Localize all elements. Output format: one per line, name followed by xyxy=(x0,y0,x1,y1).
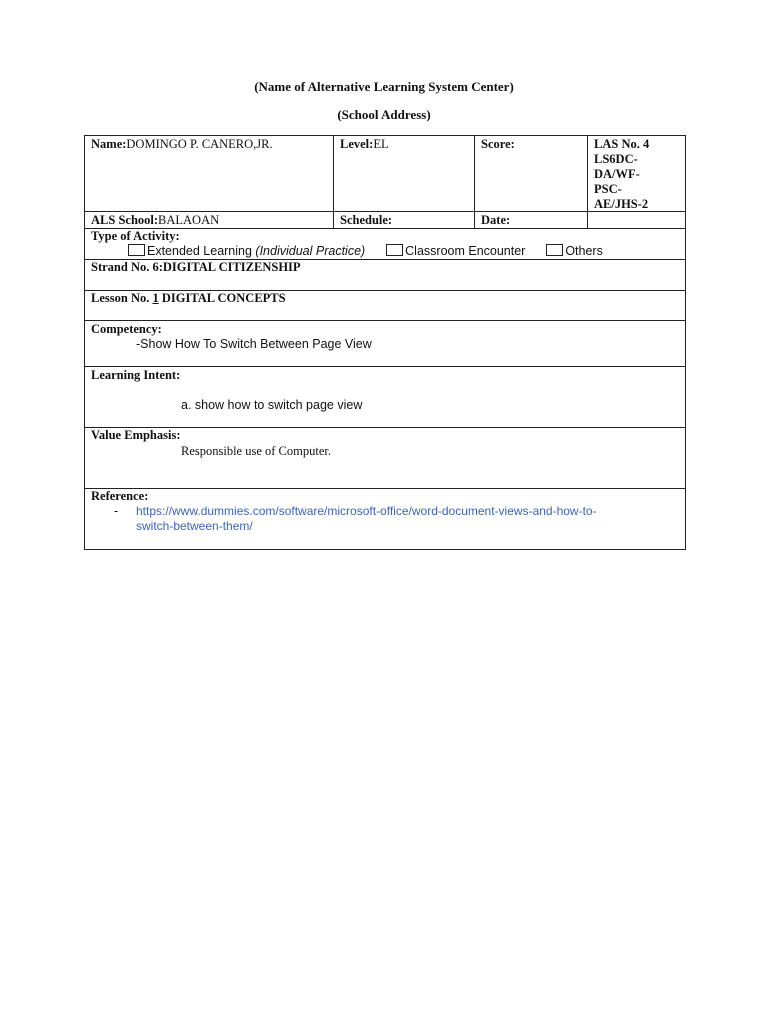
level-label: Level: xyxy=(340,137,374,151)
lesson-number: 1 xyxy=(152,291,159,305)
strand-label: Strand No. 6: xyxy=(91,260,163,274)
table-border-top xyxy=(84,135,686,136)
extended-learning-note: (Individual Practice) xyxy=(255,244,366,258)
level-cell xyxy=(340,137,389,152)
competency-label: Competency: xyxy=(91,322,162,336)
extended-learning-label: Extended Learning xyxy=(147,244,256,258)
school-address-heading: (School Address) xyxy=(337,107,431,122)
schedule-label: Schedule: xyxy=(340,213,393,227)
others-checkbox[interactable] xyxy=(546,244,563,256)
others-label: Others xyxy=(565,244,603,258)
date-label: Date: xyxy=(481,213,511,227)
name-value: DOMINGO P. CANERO,JR. xyxy=(126,137,273,151)
classroom-encounter-label: Classroom Encounter xyxy=(405,244,526,258)
las-line: PSC- xyxy=(594,182,622,196)
column-divider xyxy=(474,135,475,228)
strand-cell xyxy=(91,260,301,275)
strand-value: DIGITAL CITIZENSHIP xyxy=(162,260,301,274)
las-number-cell xyxy=(594,137,649,212)
column-divider xyxy=(333,135,334,228)
level-value: EL xyxy=(373,137,389,151)
reference-link-line: https://www.dummies.com/software/microsoft-office/word-document-views-and-how-to- xyxy=(136,504,597,518)
reference-link-line: switch-between-them/ xyxy=(136,519,253,533)
competency-value: -Show How To Switch Between Page View xyxy=(136,337,372,351)
lesson-value: DIGITAL CONCEPTS xyxy=(158,291,286,305)
activity-label: Type of Activity: xyxy=(91,229,180,243)
las-line: LAS No. 4 xyxy=(594,137,650,151)
activity-options xyxy=(128,244,603,259)
name-label: Name: xyxy=(91,137,127,151)
column-divider xyxy=(587,135,588,228)
lesson-cell xyxy=(91,291,286,306)
row-divider xyxy=(84,320,686,321)
school-cell xyxy=(91,213,219,228)
lesson-label: Lesson No. xyxy=(91,291,153,305)
learning-intent-value: a. show how to switch page view xyxy=(181,398,363,412)
row-divider xyxy=(84,366,686,367)
las-line: LS6DC- xyxy=(594,152,638,166)
reference-label: Reference: xyxy=(91,489,149,503)
reference-link[interactable] xyxy=(136,504,597,534)
value-emphasis-label: Value Emphasis: xyxy=(91,428,181,442)
extended-learning-checkbox[interactable] xyxy=(128,244,145,256)
name-cell xyxy=(91,137,273,152)
score-label: Score: xyxy=(481,137,515,151)
school-label: ALS School: xyxy=(91,213,159,227)
value-emphasis-value: Responsible use of Computer. xyxy=(181,444,331,458)
table-border-bottom xyxy=(84,549,686,550)
center-name-heading: (Name of Alternative Learning System Center) xyxy=(254,79,514,94)
las-line: AE/JHS-2 xyxy=(594,197,649,211)
reference-bullet: - xyxy=(114,504,119,518)
classroom-encounter-checkbox[interactable] xyxy=(386,244,403,256)
school-value: BALAOAN xyxy=(158,213,220,227)
row-divider xyxy=(84,488,686,489)
las-line: DA/WF- xyxy=(594,167,640,181)
learning-intent-label: Learning Intent: xyxy=(91,368,181,382)
